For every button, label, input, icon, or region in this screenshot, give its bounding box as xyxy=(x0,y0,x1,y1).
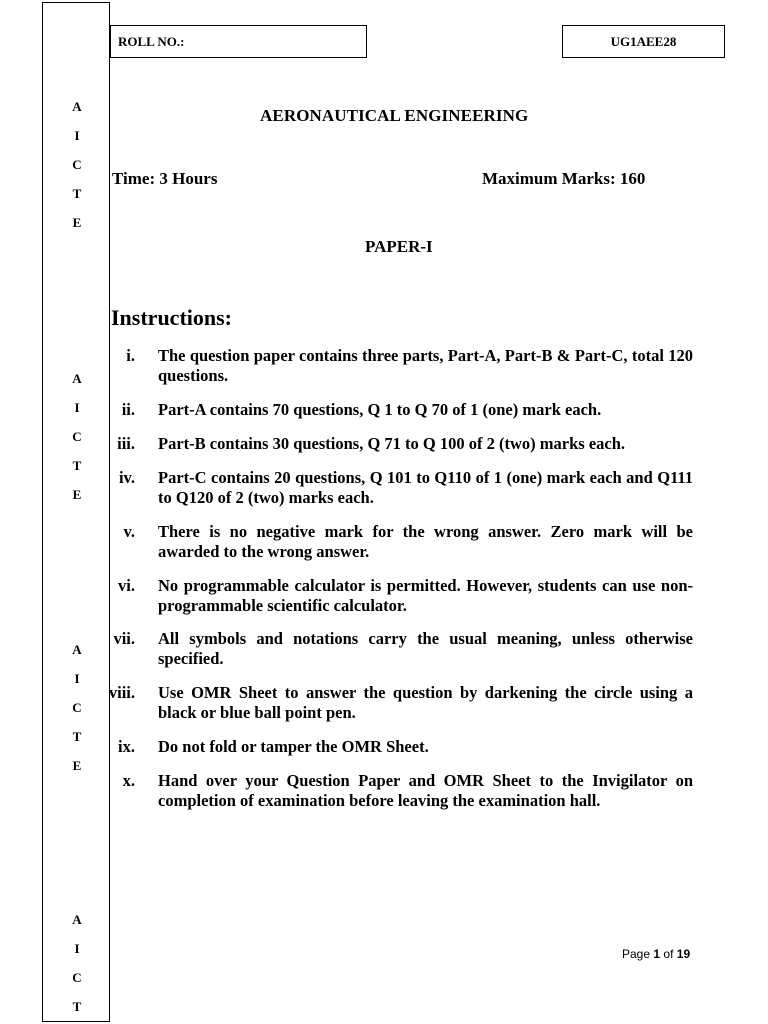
instruction-number: vi. xyxy=(118,576,135,595)
side-letter: C xyxy=(72,429,82,444)
instruction-text: Part-C contains 20 questions, Q 101 to Q110 of 1 (one) mark each and Q111 to Q120 of 2 (two) marks each. xyxy=(158,468,693,507)
instruction-number: v. xyxy=(123,522,135,541)
instruction-text: Part-A contains 70 questions, Q 1 to Q 70 of 1 (one) mark each. xyxy=(158,400,602,419)
instruction-text: All symbols and notations carry the usual meaning, unless otherwise specified. xyxy=(158,629,693,668)
side-watermark-strip xyxy=(42,2,110,1022)
instruction-text: Part-B contains 30 questions, Q 71 to Q 100 of 2 (two) marks each. xyxy=(158,434,626,453)
side-letter: E xyxy=(72,215,82,230)
instruction-text: No programmable calculator is permitted. However, students can use non-programmable scientific calculator. xyxy=(158,576,693,615)
side-letter: I xyxy=(74,671,80,686)
side-letter: T xyxy=(72,729,82,744)
side-letter: C xyxy=(72,970,82,985)
page-indicator xyxy=(622,947,690,961)
side-letter: C xyxy=(72,700,82,715)
maximum-marks: Maximum Marks: 160 xyxy=(482,169,646,188)
page-total: 19 xyxy=(676,947,691,961)
paper-label: PAPER-I xyxy=(365,237,433,256)
page-word: Page xyxy=(622,947,651,961)
of-word: of xyxy=(663,947,674,961)
instruction-number: iv. xyxy=(118,468,135,487)
exam-duration: Time: 3 Hours xyxy=(112,169,218,188)
instruction-number: viii. xyxy=(108,683,135,702)
instruction-number: x. xyxy=(122,771,135,790)
side-letter: T xyxy=(72,458,82,473)
side-letter: T xyxy=(72,999,82,1014)
roll-number-label: ROLL NO.: xyxy=(118,33,185,49)
side-letter: E xyxy=(72,758,82,773)
side-letter: I xyxy=(74,400,80,415)
side-letter: E xyxy=(72,487,82,502)
side-letter: T xyxy=(72,186,82,201)
page-number: 1 xyxy=(653,947,661,961)
side-group-3 xyxy=(43,635,111,780)
instruction-text: Do not fold or tamper the OMR Sheet. xyxy=(158,737,429,756)
paper-code-box xyxy=(562,25,725,58)
roll-number-field[interactable] xyxy=(110,25,367,58)
instruction-text: Hand over your Question Paper and OMR Sheet to the Invigilator on completion of examination before leaving the examination hall. xyxy=(158,771,693,810)
instruction-text: There is no negative mark for the wrong answer. Zero mark will be awarded to the wrong answer. xyxy=(158,522,693,561)
instruction-text: The question paper contains three parts, Part-A, Part-B & Part-C, total 120 questions. xyxy=(158,346,693,385)
side-letter: A xyxy=(72,642,82,657)
side-letter: A xyxy=(72,371,82,386)
instruction-number: vii. xyxy=(113,629,135,648)
instruction-text: Use OMR Sheet to answer the question by darkening the circle using a black or blue ball point pen. xyxy=(158,683,693,722)
side-group-4 xyxy=(43,905,111,1021)
instruction-number: ix. xyxy=(118,737,135,756)
paper-code: UG1AEE28 xyxy=(610,33,677,49)
side-letter: A xyxy=(72,912,82,927)
side-letter: A xyxy=(72,99,82,114)
side-group-1 xyxy=(43,92,111,237)
instruction-number: i. xyxy=(126,346,135,365)
instruction-number: ii. xyxy=(121,400,135,419)
instructions-heading: Instructions: xyxy=(111,305,233,330)
side-letter: I xyxy=(74,128,80,143)
exam-title: AERONAUTICAL ENGINEERING xyxy=(260,106,529,125)
side-letter: I xyxy=(74,941,80,956)
side-letter: C xyxy=(72,157,82,172)
instruction-number: iii. xyxy=(117,434,135,453)
